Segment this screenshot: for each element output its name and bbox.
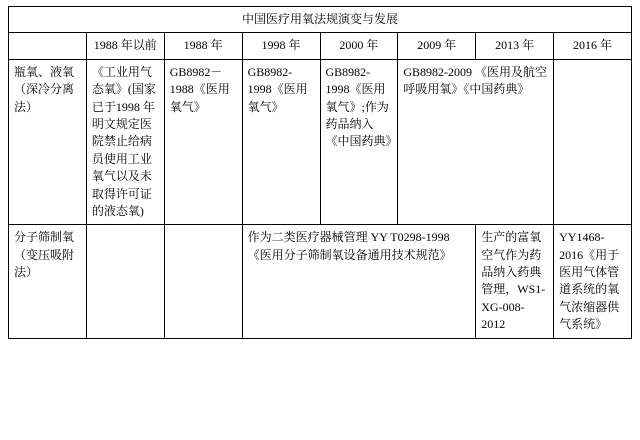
cell-bottled-1998: GB8982-1998《医用氧气》 [242, 59, 320, 225]
cell-bottled-2016 [554, 59, 632, 225]
row-label-bottled-liquid-oxygen: 瓶氧、液氧（深冷分离法） [9, 59, 87, 225]
cell-bottled-pre1988: 《工业用气态氧》(国家已于1998 年明文规定医院禁止给病员使用工业氧气以及未取得许可证的液态氧) [86, 59, 164, 225]
table-header-row [9, 33, 632, 59]
cell-sieve-2016: YY1468-2016《用于医用气体管道系统的氧气浓缩器供气系统》 [554, 225, 632, 338]
cell-sieve-2013: 生产的富氧空气作为药品纳入药典管理，WS1-XG-008-2012 [476, 225, 554, 338]
column-header-2000: 2000 年 [320, 33, 398, 59]
column-header-pre-1988: 1988 年以前 [86, 33, 164, 59]
row-label-molecular-sieve-oxygen: 分子筛制氧（变压吸附法） [9, 225, 87, 338]
column-header-label [9, 33, 87, 59]
cell-bottled-1988: GB8982－1988《医用氧气》 [164, 59, 242, 225]
cell-bottled-2009-2013: GB8982-2009 《医用及航空呼吸用氧》《中国药典》 [398, 59, 554, 225]
oxygen-regulation-table [8, 6, 632, 339]
cell-sieve-pre1988 [86, 225, 164, 338]
cell-sieve-1988 [164, 225, 242, 338]
table-title-row [9, 7, 632, 33]
cell-bottled-2000: GB8982-1998《医用氧气》;作为药品纳入《中国药典》 [320, 59, 398, 225]
column-header-1988: 1988 年 [164, 33, 242, 59]
column-header-1998: 1998 年 [242, 33, 320, 59]
column-header-2009: 2009 年 [398, 33, 476, 59]
column-header-2013: 2013 年 [476, 33, 554, 59]
column-header-2016: 2016 年 [554, 33, 632, 59]
cell-sieve-1998-2009: 作为二类医疗器械管理 YY T0298-1998 《医用分子筛制氧设备通用技术规范》 [242, 225, 476, 338]
table-row [9, 225, 632, 338]
table-row [9, 59, 632, 225]
page-title: 中国医疗用氧法规演变与发展 [9, 7, 632, 33]
